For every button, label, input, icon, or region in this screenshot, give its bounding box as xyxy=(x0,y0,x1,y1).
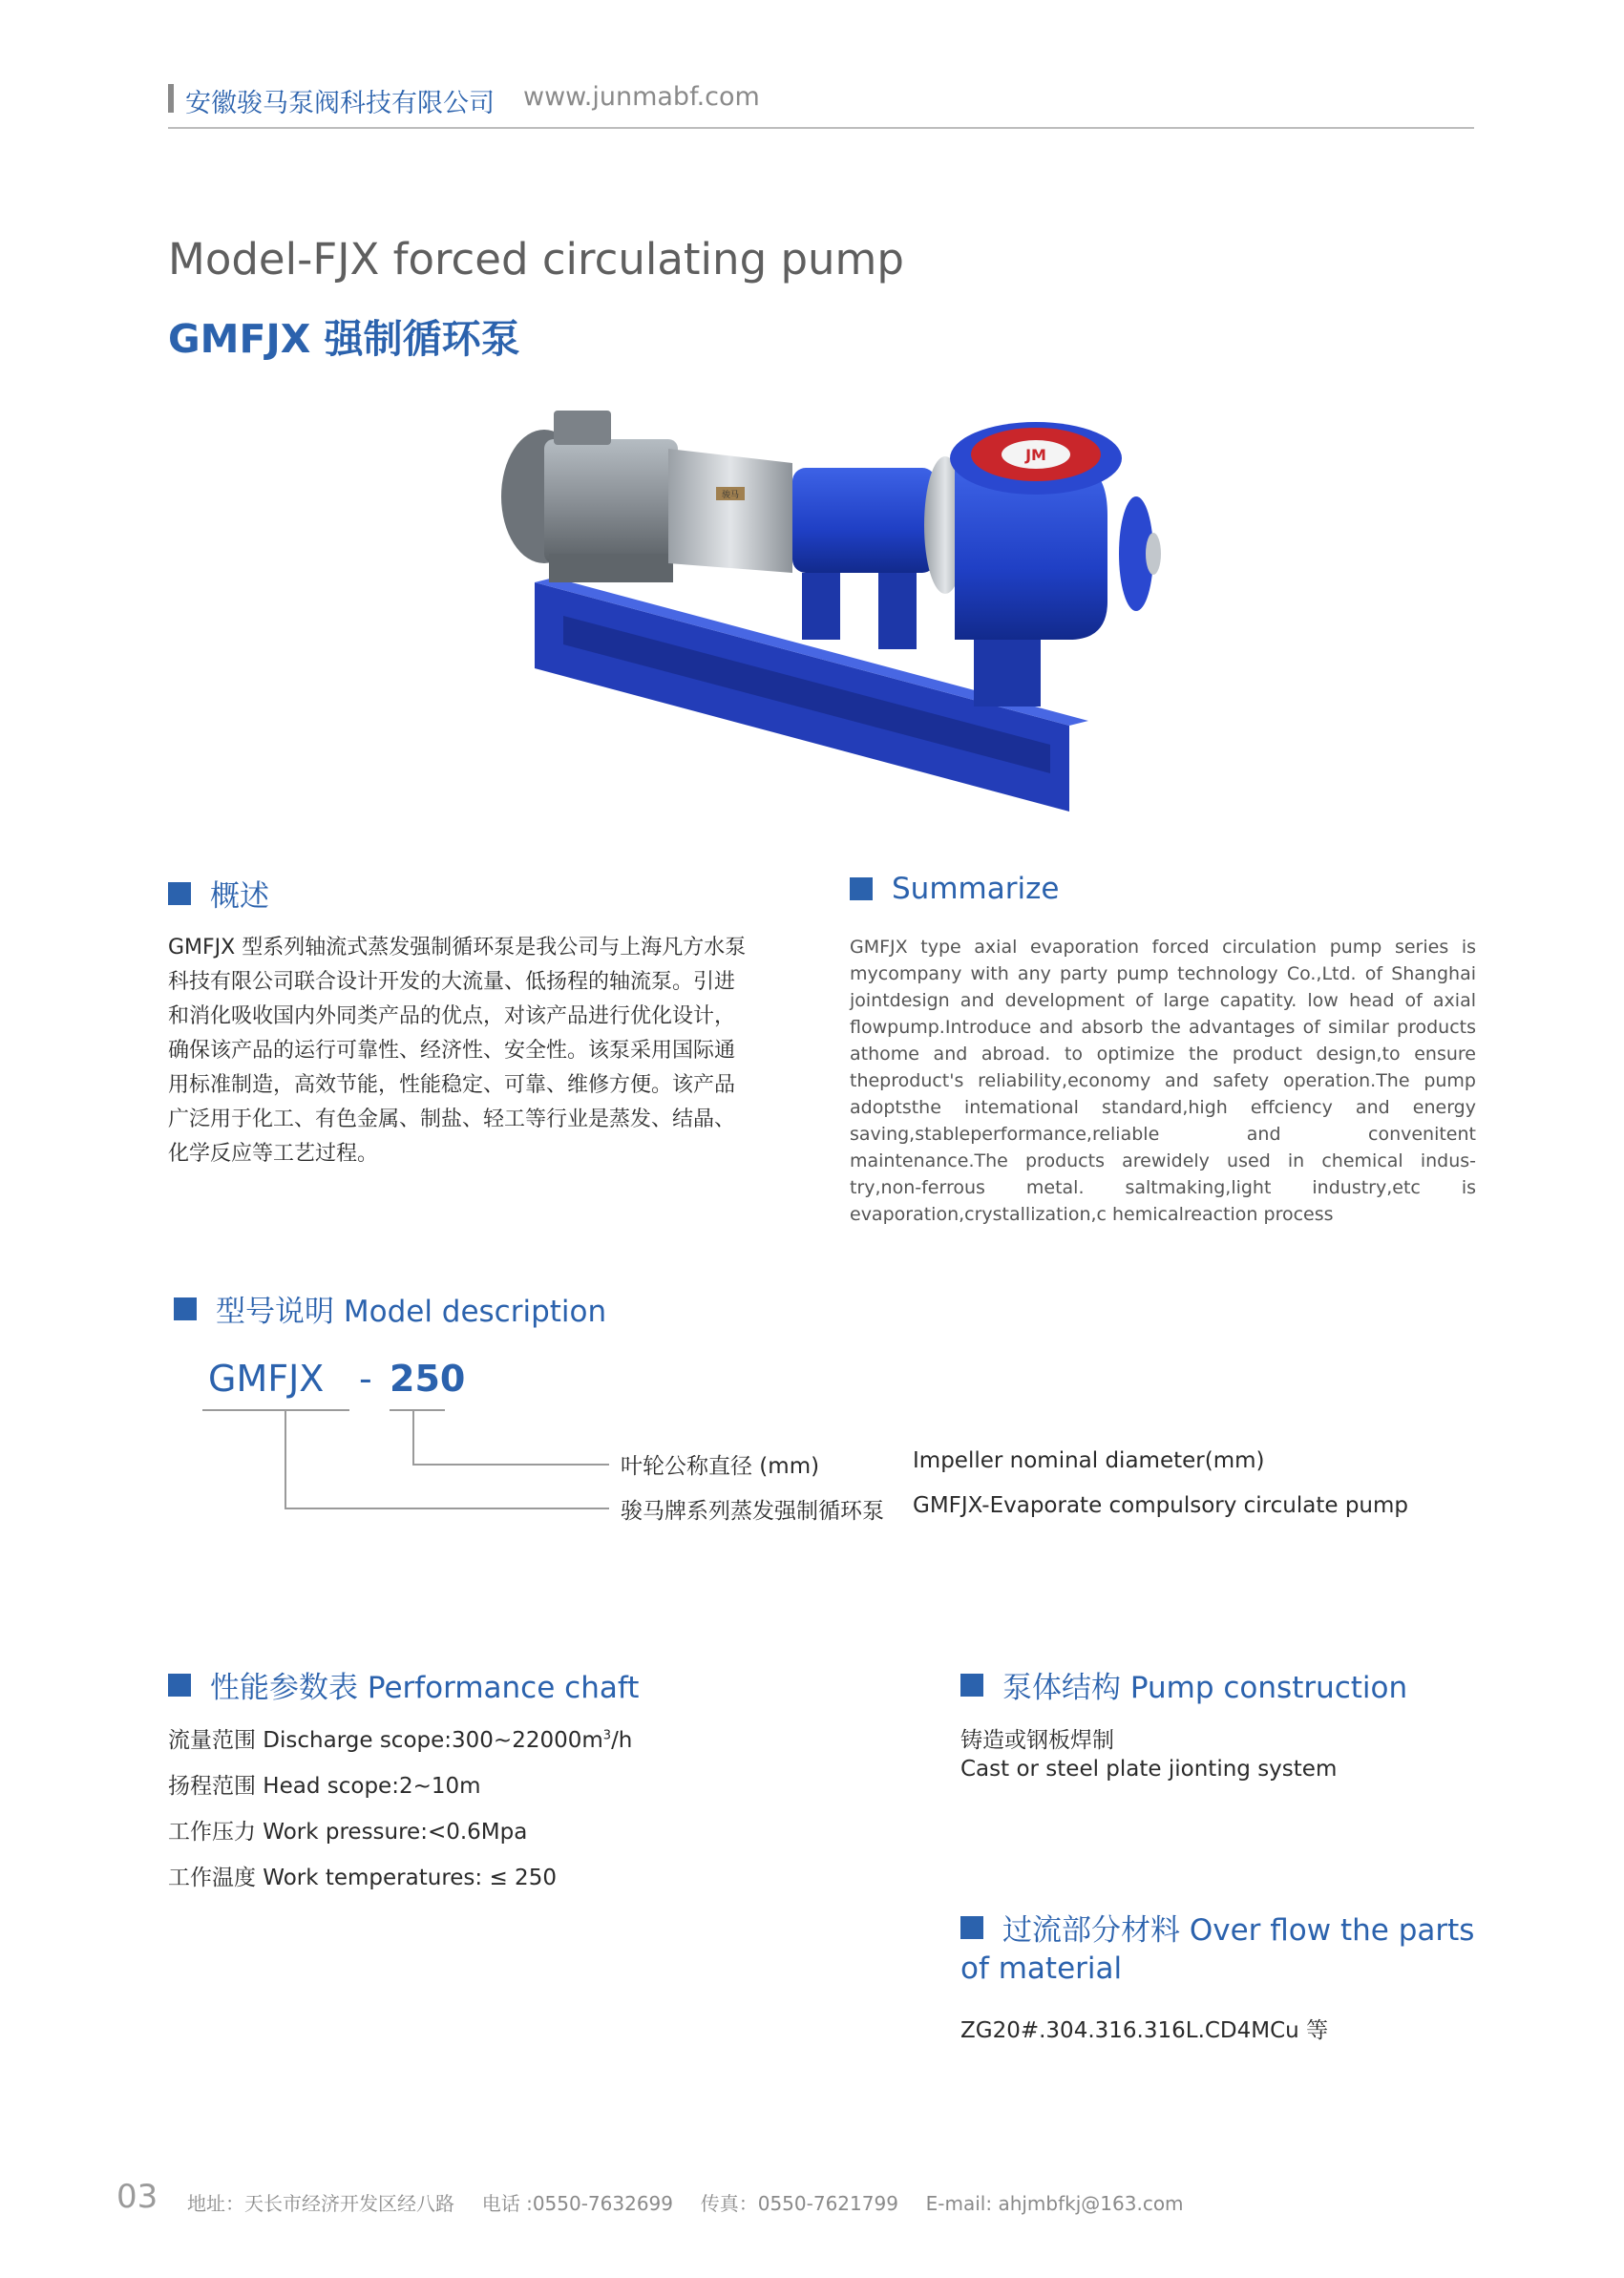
material-heading-line1: 过流部分材料 Over flow the parts xyxy=(1002,1913,1475,1948)
section-square-icon xyxy=(168,1674,191,1697)
footer-fax: 传真：0550-7621799 xyxy=(700,2192,898,2215)
overview-line: 用标准制造，高效节能，性能稳定、可靠、维修方便。该产品 xyxy=(168,1073,736,1097)
material-heading xyxy=(960,1906,1474,1949)
performance-heading-text: 性能参数表 Performance chaft xyxy=(210,1671,640,1705)
page-title-cn: GMFJX 强制循环泵 xyxy=(168,316,520,362)
model-code-separator: - xyxy=(359,1358,372,1400)
overview-line: 科技有限公司联合设计开发的大流量、低扬程的轴流泵。引进 xyxy=(168,970,736,994)
model-row-impeller-cn: 叶轮公称直径 (mm) xyxy=(621,1454,820,1479)
model-description-heading-text: 型号说明 Model description xyxy=(216,1295,607,1329)
summarize-heading-text: Summarize xyxy=(892,872,1060,906)
model-description-heading xyxy=(174,1287,606,1330)
flange-logo: JM xyxy=(1025,446,1046,464)
pump-product-image xyxy=(477,411,1165,821)
connector-vertical-1 xyxy=(285,1409,286,1508)
code-part2-underline xyxy=(390,1409,445,1411)
construction-en: Cast or steel plate jionting system xyxy=(960,1757,1338,1782)
overview-heading xyxy=(168,872,269,915)
performance-item-discharge: 流量范围 Discharge $scope:300\sim 22000m^3/h$ xyxy=(168,1728,633,1753)
footer-email[interactable]: E-mail: ahjmbfkj@163.com xyxy=(925,2192,1184,2215)
header-company-name: 安徽骏马泵阀科技有限公司 xyxy=(185,89,495,118)
connector-horizontal-1 xyxy=(285,1508,609,1509)
nameplate-text: 骏马 xyxy=(721,491,740,500)
code-part1-underline xyxy=(202,1409,349,1411)
coupling-guard xyxy=(668,449,792,573)
performance-item-pressure: 工作压力 Work pressure:<0.6Mpa xyxy=(168,1820,528,1845)
header-divider xyxy=(168,127,1474,129)
header-accent-bar xyxy=(168,84,174,113)
footer-contact xyxy=(187,2188,1184,2216)
overview-line: GMFJX 型系列轴流式蒸发强制循环泵是我公司与上海凡方水泵 xyxy=(168,936,747,960)
performance-item-temperature: 工作温度 Work temperatures: ≤ 250 xyxy=(168,1866,557,1890)
summarize-body: GMFJX type axial evaporation forced circulation pump series is mycompany with any party pump technology Co.,Ltd. of Shanghai jointdesign and development of large capatity. low head of axial flowpump.Introduce and absorb the advantages of similar products athome and abroad. to optimize the product design,to ensure theproduct's reliability,economy and safety operation.The pump adoptsthe intemational standard,high effciency and energy saving,stableperformance,reliable and convenitent maintenance.The products arewidely used in chemical indus-try,non-ferrous metal. saltmaking,light industry,etc is evaporation,crystallization,c hemicalreaction process xyxy=(850,937,1476,1225)
model-code-part1: GMFJX xyxy=(208,1358,325,1400)
connector-horizontal-2 xyxy=(412,1464,609,1466)
connector-vertical-2 xyxy=(412,1409,414,1465)
footer-phone: 电话 :0550-7632699 xyxy=(481,2192,674,2215)
overview-line: 广泛用于化工、有色金属、制盐、轻工等行业是蒸发、结晶、 xyxy=(168,1107,736,1131)
page-number: 03 xyxy=(116,2178,158,2216)
material-heading-line2: of material xyxy=(960,1951,1123,1986)
construction-heading-text: 泵体结构 Pump construction xyxy=(1002,1671,1408,1705)
bearing-housing xyxy=(792,468,936,573)
section-square-icon xyxy=(850,877,873,900)
performance-heading xyxy=(168,1663,639,1706)
overview-body xyxy=(168,931,779,1171)
footer-address: 地址：天长市经济开发区经八路 xyxy=(187,2192,454,2215)
model-row-impeller-en: Impeller nominal diameter(mm) xyxy=(913,1448,1265,1473)
header-website[interactable]: www.junmabf.com xyxy=(523,82,760,112)
section-square-icon xyxy=(960,1916,983,1939)
model-row-series-cn: 骏马牌系列蒸发强制循环泵 xyxy=(621,1499,884,1524)
section-square-icon xyxy=(168,882,191,905)
overview-line: 确保该产品的运行可靠性、经济性、安全性。该泵采用国际通 xyxy=(168,1039,736,1063)
overview-line: 和消化吸收国内外同类产品的优点，对该产品进行优化设计， xyxy=(168,1004,736,1028)
model-code-part2: 250 xyxy=(390,1358,466,1400)
motor-body xyxy=(544,439,678,563)
material-value: ZG20#.304.316.316L.CD4MCu 等 xyxy=(960,2018,1329,2043)
construction-heading xyxy=(960,1663,1407,1706)
page-title-en: Model-FJX forced circulating pump xyxy=(168,234,904,285)
section-square-icon xyxy=(174,1297,197,1320)
overview-heading-text: 概述 xyxy=(210,879,269,914)
summarize-heading xyxy=(850,872,1059,906)
overview-line: 化学反应等工艺过程。 xyxy=(168,1142,379,1166)
model-row-series-en: GMFJX-Evaporate compulsory circulate pump xyxy=(913,1493,1409,1518)
construction-cn: 铸造或钢板焊制 xyxy=(960,1728,1114,1753)
performance-item-head: 扬程范围 Head scope:2~10m xyxy=(168,1774,481,1799)
section-square-icon xyxy=(960,1674,983,1697)
